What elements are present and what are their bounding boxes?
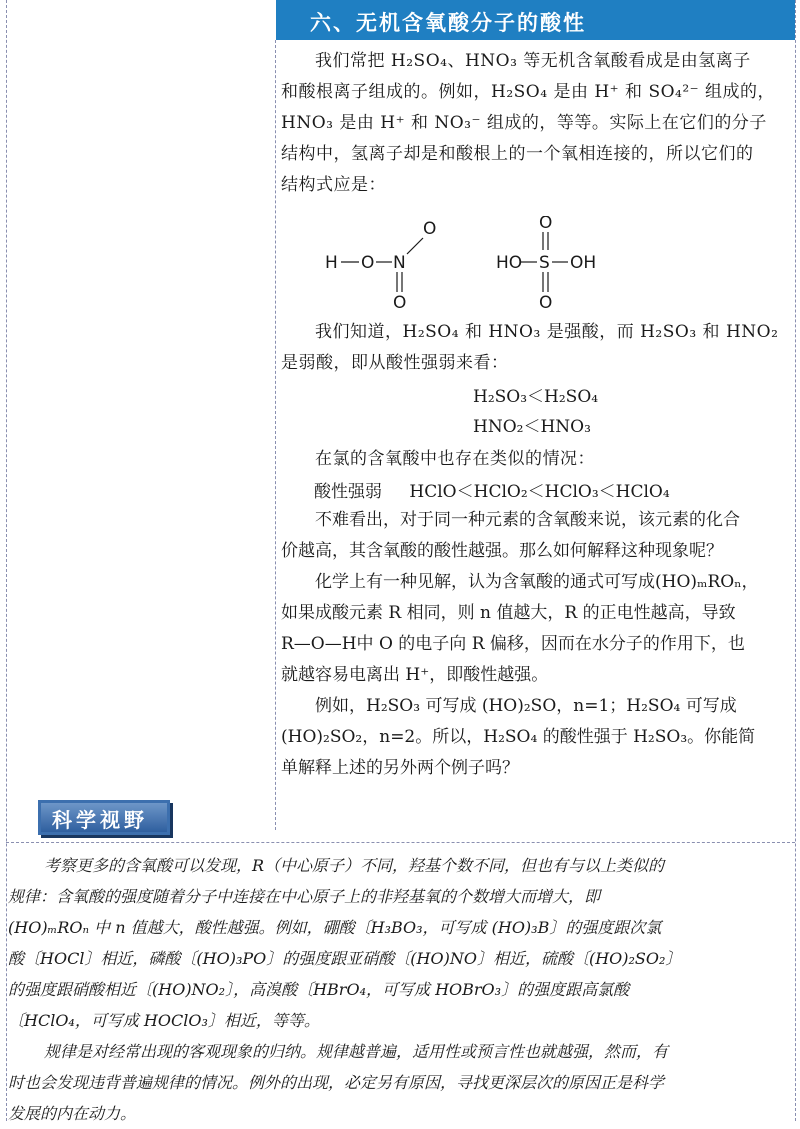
text-line: 我们常把 H₂SO₄、HNO₃ 等无机含氧酸看成是由氢离子 [315, 51, 751, 71]
acid-strength-label: 酸性强弱 [314, 482, 382, 502]
group-oh: OH [570, 253, 597, 273]
text-line: 化学上有一种见解，认为含氧酸的通式可写成(HO)ₘROₙ， [315, 572, 759, 592]
atom-o-top: O [423, 219, 437, 239]
sulfuric-acid-structure [496, 216, 596, 313]
atom-o-top: O [539, 216, 553, 233]
text-line: 〔HClO₄，可写成 HOClO₃〕相近，等等。 [8, 1011, 320, 1030]
nitric-acid-structure [325, 219, 436, 313]
text-line: 规律是对经常出现的客观现象的归纳。规律越普遍，适用性或预言性也就越强，然而，有 [44, 1042, 669, 1061]
text-line: 时也会发现违背普遍规律的情况。例外的出现，必定另有原因，寻找更深层次的原因正是科学 [8, 1073, 665, 1092]
inequality-sulfur: H₂SO₃＜H₂SO₄ [473, 387, 599, 407]
atom-n: N [393, 253, 406, 273]
atom-h: H [325, 253, 338, 273]
text-line: HNO₃ 是由 H⁺ 和 NO₃⁻ 组成的，等等。实际上在它们的分子 [281, 113, 767, 133]
acid-series-formula: HClO＜HClO₂＜HClO₃＜HClO₄ [409, 482, 670, 502]
chlorine-acid-series [314, 477, 670, 502]
text-line: 和酸根离子组成的。例如，H₂SO₄ 是由 H⁺ 和 SO₄²⁻ 组成的， [281, 82, 776, 102]
banner-title: 科学视野 [52, 808, 148, 832]
text-line: 结构中，氢离子却是和酸根上的一个氧相连接的，所以它们的 [281, 144, 754, 164]
inequality-nitrogen: HNO₂＜HNO₃ [473, 417, 591, 437]
text-line: 发展的内在动力。 [8, 1104, 137, 1123]
atom-o: O [361, 253, 375, 273]
text-line: (HO)₂SO₂，n=2。所以，H₂SO₄ 的酸性强于 H₂SO₃。你能简 [281, 727, 756, 747]
text-line: 在氯的含氧酸中也存在类似的情况： [315, 449, 595, 469]
explanation-paragraph [281, 505, 799, 784]
text-line: 价越高，其含氧酸的酸性越强。那么如何解释这种现象呢？ [281, 541, 723, 561]
text-line: 单解释上述的另外两个例子吗？ [281, 758, 519, 778]
atom-o-bottom: O [539, 293, 553, 313]
atom-s: S [539, 253, 550, 273]
strong-weak-paragraph [281, 317, 799, 379]
text-line: 规律：含氧酸的强度随着分子中连接在中心原子上的非羟基氧的个数增大而增大，即 [8, 887, 601, 906]
text-line: 不难看出，对于同一种元素的含氧酸来说，该元素的化合 [315, 510, 740, 530]
text-line: 是弱酸，即从酸性强弱来看： [281, 353, 509, 373]
chlorine-intro [281, 444, 799, 475]
text-line: 如果成酸元素 R 相同，则 n 值越大，R 的正电性越高，导致 [281, 603, 736, 623]
text-line: 酸〔HOCl〕相近，磷酸〔(HO)₃PO〕的强度跟亚硝酸〔(HO)NO〕相近，硫酸〔(HO)₂SO₂〕 [8, 949, 682, 968]
section-separator [6, 842, 795, 843]
text-line: 例如，H₂SO₃ 可写成 (HO)₂SO，n=1；H₂SO₄ 可写成 [315, 696, 737, 716]
text-line: 结构式应是： [281, 175, 386, 195]
atom-o-bottom: O [393, 293, 407, 313]
section-title: 六、无机含氧酸分子的酸性 [310, 11, 586, 35]
science-view-content [8, 850, 794, 1129]
structural-formulas [281, 216, 631, 326]
text-line: 就越容易电离出 H⁺，即酸性越强。 [281, 665, 549, 685]
group-ho: HO [496, 253, 523, 273]
section-title-bar [276, 0, 795, 40]
page-frame-left [6, 0, 7, 1121]
column-divider [275, 40, 276, 830]
text-line: 考察更多的含氧酸可以发现，R（中心原子）不同，羟基个数不同，但也有与以上类似的 [44, 856, 665, 875]
text-line: 的强度跟硝酸相近〔(HO)NO₂〕，高溴酸〔HBrO₄，可写成 HOBrO₃〕的强度跟高氯酸 [8, 980, 630, 999]
intro-paragraph [281, 46, 799, 201]
science-view-banner [38, 800, 170, 835]
text-line: 我们知道，H₂SO₄ 和 HNO₃ 是强酸，而 H₂SO₃ 和 HNO₂ [315, 322, 779, 342]
text-line: R—O—H中 O 的电子向 R 偏移，因而在水分子的作用下，也 [281, 634, 745, 654]
text-line: (HO)ₘROₙ 中 n 值越大，酸性越强。例如，硼酸〔H₃BO₃，可写成 (HO)₃B〕的强度跟次氯 [8, 918, 662, 937]
